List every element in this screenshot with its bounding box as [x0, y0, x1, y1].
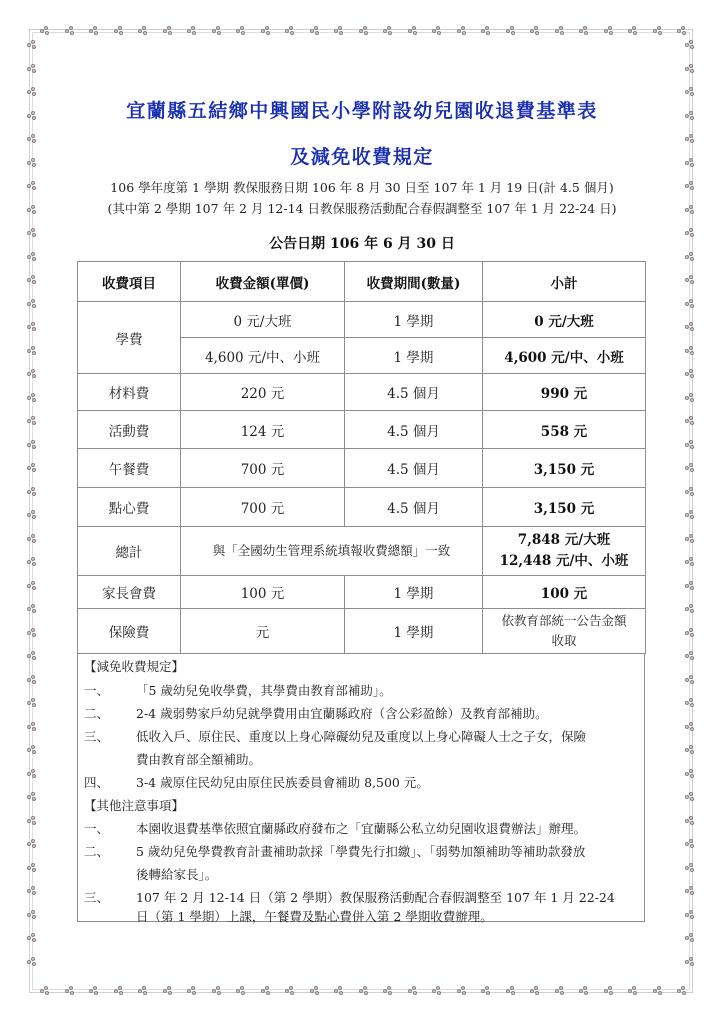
paw-print-icon [685, 534, 695, 543]
paw-print-icon [285, 26, 295, 35]
paw-print-icon [685, 346, 695, 355]
paw-print-icon [27, 487, 37, 496]
paw-print-icon [27, 745, 37, 754]
item-number: 三、 [84, 890, 110, 905]
paw-print-icon [685, 628, 695, 637]
paw-print-icon [685, 863, 695, 872]
paw-print-icon [432, 26, 442, 35]
paw-print-icon [27, 463, 37, 472]
paw-print-icon [27, 40, 37, 49]
paw-print-icon [27, 87, 37, 96]
paw-print-icon [685, 675, 695, 684]
paw-print-icon [685, 722, 695, 731]
tuition-period-senior: 1 學期 [345, 302, 483, 338]
parent-fee-row [78, 576, 646, 609]
other-item-continued: 後轉給家長」。 [136, 867, 218, 882]
paw-print-icon [261, 26, 271, 35]
paw-print-icon [89, 986, 99, 995]
paw-print-icon [27, 604, 37, 613]
paw-print-icon [27, 675, 37, 684]
table-row [78, 488, 646, 527]
paw-print-icon [579, 986, 589, 995]
paw-print-icon [114, 986, 124, 995]
header-amount: 收費金額(單價) [181, 262, 345, 302]
paw-print-icon [27, 886, 37, 895]
paw-print-icon [27, 64, 37, 73]
paw-print-icon [685, 698, 695, 707]
paw-print-icon [236, 986, 246, 995]
total-row [78, 527, 646, 576]
paw-print-icon [27, 299, 37, 308]
paw-print-icon [685, 792, 695, 801]
paw-print-icon [685, 581, 695, 590]
paw-print-icon [653, 26, 663, 35]
tuition-amount-junior: 4,600 元/中、小班 [181, 338, 345, 374]
paw-print-icon [334, 26, 344, 35]
paw-print-icon [27, 275, 37, 284]
paw-print-icon [236, 26, 246, 35]
paw-print-icon [383, 26, 393, 35]
table-row [78, 374, 646, 411]
paw-print-icon [359, 26, 369, 35]
item-number: 四、 [84, 775, 110, 790]
tuition-period-junior: 1 學期 [345, 338, 483, 374]
paw-print-icon [27, 534, 37, 543]
paw-print-icon [310, 26, 320, 35]
parent-fee-subtotal: 100 元 [483, 576, 646, 609]
paw-print-icon [677, 986, 687, 995]
paw-print-icon [685, 839, 695, 848]
paw-print-icon [685, 510, 695, 519]
paw-print-icon [383, 986, 393, 995]
item-number: 二、 [84, 844, 110, 859]
paw-print-icon [138, 986, 148, 995]
table-row [78, 411, 646, 449]
paw-print-icon [27, 910, 37, 919]
row-period: 4.5 個月 [345, 411, 483, 449]
tuition-amount-senior: 0 元/大班 [181, 302, 345, 338]
paw-print-icon [685, 769, 695, 778]
paw-print-icon [685, 440, 695, 449]
paw-print-icon [261, 986, 271, 995]
paw-print-icon [27, 416, 37, 425]
row-item: 點心費 [78, 488, 181, 527]
paw-print-icon [187, 986, 197, 995]
item-number: 二、 [84, 706, 110, 721]
tuition-item: 學費 [78, 302, 181, 374]
paw-print-icon [310, 986, 320, 995]
paw-print-icon [27, 816, 37, 825]
paw-print-icon [27, 557, 37, 566]
paw-print-icon [685, 369, 695, 378]
row-amount: 700 元 [181, 488, 345, 527]
row-period: 4.5 個月 [345, 488, 483, 527]
paw-print-icon [27, 346, 37, 355]
paw-print-icon [27, 863, 37, 872]
other-item-continued: 日（第 1 學期）上課，午餐費及點心費併入第 2 學期收費辦理。 [136, 909, 493, 924]
paw-print-icon [628, 26, 638, 35]
paw-print-icon [27, 440, 37, 449]
paw-print-icon [27, 628, 37, 637]
insurance-period: 1 學期 [345, 609, 483, 654]
paw-print-icon [212, 26, 222, 35]
row-item: 材料費 [78, 374, 181, 411]
total-subtotal [483, 527, 646, 576]
tuition-subtotal-junior: 4,600 元/中、小班 [483, 338, 646, 374]
paw-print-icon [40, 26, 50, 35]
paw-print-icon [27, 698, 37, 707]
row-amount: 700 元 [181, 449, 345, 488]
row-subtotal: 3,150 元 [483, 488, 646, 527]
item-number: 一、 [84, 821, 110, 836]
reduction-item [78, 704, 548, 722]
total-subtotal-senior: 7,848 元/大班 [517, 532, 611, 548]
paw-print-icon [40, 986, 50, 995]
paw-print-icon [685, 957, 695, 966]
paw-print-icon [27, 322, 37, 331]
item-text: 2-4 歲弱勢家戶幼兒就學費用由宜蘭縣政府（含公彩盈餘）及教育部補助。 [136, 706, 548, 721]
parent-fee-period: 1 學期 [345, 576, 483, 609]
insurance-subtotal [483, 609, 646, 654]
item-number: 三、 [84, 729, 110, 744]
paw-print-icon [481, 986, 491, 995]
paw-print-icon [457, 26, 467, 35]
row-amount: 220 元 [181, 374, 345, 411]
fee-table [77, 261, 646, 654]
reduction-item [78, 727, 586, 745]
notes-box [77, 653, 645, 922]
row-item: 活動費 [78, 411, 181, 449]
paw-print-icon [27, 393, 37, 402]
total-note: 與「全國幼生管理系統填報收費總額」一致 [181, 527, 483, 576]
announcement-date: 公告日期 106 年 6 月 30 日 [269, 236, 455, 252]
paw-print-icon [685, 557, 695, 566]
paw-print-icon [685, 275, 695, 284]
row-amount: 124 元 [181, 411, 345, 449]
header-subtotal: 小計 [483, 262, 646, 302]
paw-print-icon [604, 26, 614, 35]
table-row [78, 449, 646, 488]
parent-fee-item: 家長會費 [78, 576, 181, 609]
schedule-adjustment-note: (其中第 2 學期 107 年 2 月 12-14 日教保服務活動配合春假調整至 107 年 1 月 22-24 日) [107, 201, 617, 216]
insurance-subtotal-line1: 依教育部統一公告金額 [501, 613, 627, 628]
paw-print-icon [408, 986, 418, 995]
paw-print-icon [432, 986, 442, 995]
paw-print-icon [27, 510, 37, 519]
item-text: 107 年 2 月 12-14 日（第 2 學期）教保服務活動配合春假調整至 107 年 1 月 22-24 [136, 890, 615, 905]
header-period: 收費期間(數量) [345, 262, 483, 302]
row-period: 4.5 個月 [345, 374, 483, 411]
row-period: 4.5 個月 [345, 449, 483, 488]
paw-print-icon [677, 26, 687, 35]
reduction-item-continued: 費由教育部全額補助。 [136, 752, 262, 767]
parent-fee-amount: 100 元 [181, 576, 345, 609]
other-heading: 【其他注意事項】 [84, 798, 185, 813]
paw-print-icon [685, 933, 695, 942]
paw-print-icon [138, 26, 148, 35]
item-text: 「5 歲幼兒免收學費，其學費由教育部補助」。 [136, 683, 392, 698]
paw-print-icon [530, 986, 540, 995]
tuition-subtotal-senior: 0 元/大班 [483, 302, 646, 338]
insurance-amount: 元 [181, 609, 345, 654]
header-item: 收費項目 [78, 262, 181, 302]
paw-print-icon [457, 986, 467, 995]
paw-print-icon [212, 986, 222, 995]
paw-print-icon [685, 463, 695, 472]
item-number: 一、 [84, 683, 110, 698]
document-subtitle-title: 及減免收費規定 [290, 146, 434, 168]
paw-print-icon [530, 26, 540, 35]
document-title: 宜蘭縣五結鄉中興國民小學附設幼兒園收退費基準表 [126, 100, 598, 122]
table-row [78, 302, 646, 338]
paw-print-icon [27, 769, 37, 778]
item-text: 本園收退費基準依照宜蘭縣政府發布之「宜蘭縣公私立幼兒園收退費辦法」辦理。 [136, 821, 587, 836]
item-text: 3-4 歲原住民幼兒由原住民族委員會補助 8,500 元。 [136, 775, 429, 790]
insurance-row [78, 609, 646, 654]
paw-print-icon [481, 26, 491, 35]
paw-print-icon [408, 26, 418, 35]
reduction-item [78, 681, 392, 699]
paw-print-icon [628, 986, 638, 995]
paw-print-icon [27, 933, 37, 942]
row-subtotal: 3,150 元 [483, 449, 646, 488]
reduction-item [78, 773, 429, 791]
paw-print-icon [285, 986, 295, 995]
paw-print-icon [685, 886, 695, 895]
row-subtotal: 558 元 [483, 411, 646, 449]
paw-print-icon [65, 986, 75, 995]
paw-print-icon [27, 839, 37, 848]
paw-print-icon [685, 604, 695, 613]
total-item: 總計 [78, 527, 181, 576]
other-item [78, 888, 615, 906]
paw-print-icon [27, 792, 37, 801]
paw-print-icon [27, 957, 37, 966]
table-header-row [78, 262, 646, 302]
paw-print-icon [334, 986, 344, 995]
item-text: 5 歲幼兒免學費教育計畫補助款採「學費先行扣繳」、「弱勢加額補助等補助款發放 [136, 844, 586, 859]
paw-print-icon [163, 26, 173, 35]
paw-print-icon [555, 986, 565, 995]
paw-print-icon [685, 40, 695, 49]
paw-print-icon [685, 487, 695, 496]
paw-print-icon [685, 64, 695, 73]
paw-print-icon [604, 986, 614, 995]
paw-print-icon [114, 26, 124, 35]
paw-print-icon [187, 26, 197, 35]
semester-info: 106 學年度第 1 學期 教保服務日期 106 年 8 月 30 日至 107 年 1 月 19 日(計 4.5 個月) [110, 180, 614, 195]
paw-print-icon [27, 369, 37, 378]
paw-print-icon [359, 986, 369, 995]
paw-print-icon [506, 986, 516, 995]
paw-print-icon [27, 722, 37, 731]
other-item [78, 819, 586, 837]
paw-print-icon [89, 26, 99, 35]
paw-print-icon [65, 26, 75, 35]
paw-print-icon [685, 87, 695, 96]
paw-print-icon [685, 651, 695, 660]
paw-print-icon [653, 986, 663, 995]
paw-print-icon [685, 416, 695, 425]
insurance-item: 保險費 [78, 609, 181, 654]
paw-print-icon [685, 816, 695, 825]
paw-print-icon [163, 986, 173, 995]
paw-print-icon [579, 26, 589, 35]
total-subtotal-junior: 12,448 元/中、小班 [499, 553, 629, 569]
paw-print-icon [685, 322, 695, 331]
paw-print-icon [27, 651, 37, 660]
row-subtotal: 990 元 [483, 374, 646, 411]
paw-print-icon [685, 910, 695, 919]
paw-print-icon [685, 745, 695, 754]
paw-print-icon [685, 393, 695, 402]
insurance-subtotal-line2: 收取 [551, 633, 577, 648]
paw-print-icon [685, 299, 695, 308]
row-item: 午餐費 [78, 449, 181, 488]
other-item [78, 842, 585, 860]
reduction-heading: 【減免收費規定】 [84, 659, 185, 674]
paw-print-icon [506, 26, 516, 35]
item-text: 低收入戶、原住民、重度以上身心障礙幼兒及重度以上身心障礙人士之子女，保險 [136, 729, 587, 744]
paw-print-icon [555, 26, 565, 35]
paw-print-icon [27, 581, 37, 590]
